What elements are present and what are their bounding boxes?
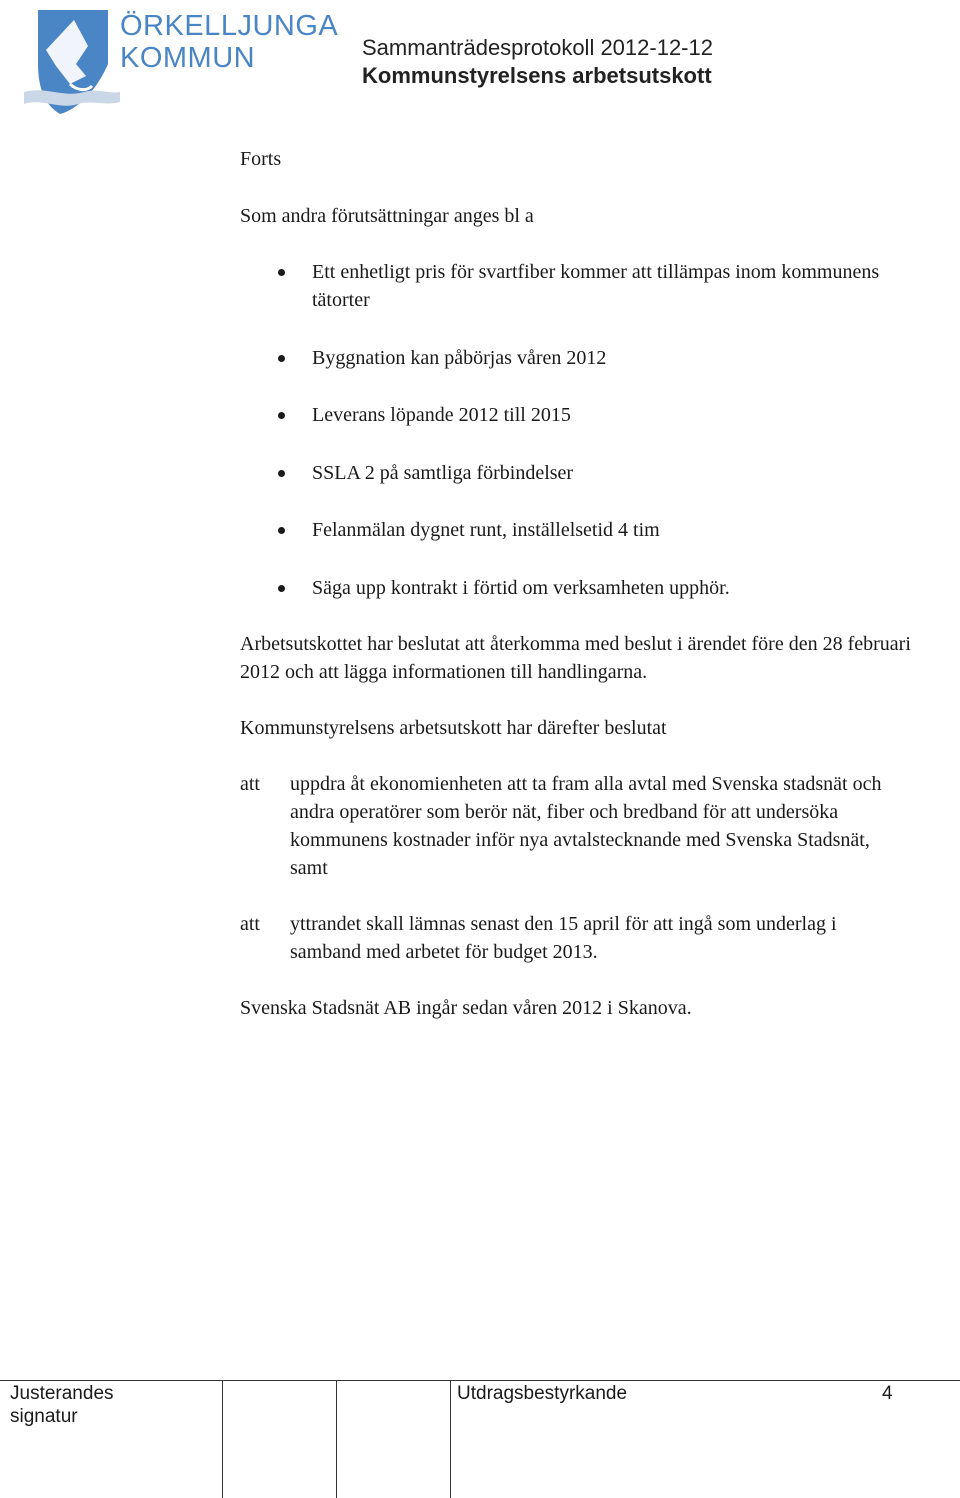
signature-footer [0,1380,960,1498]
logo-wordmark [120,10,338,74]
decision-label: att [240,913,260,935]
justerandes-label [10,1382,114,1428]
page-number: 4 [882,1383,893,1404]
justerandes-line-1: Justerandes [10,1383,114,1404]
decision-paragraph: Arbetsutskottet har beslutat att återkomma med beslut i ärendet före den 28 februari 2012 och att lägga informationen till handlingarna. [240,633,911,683]
continued-label: Forts [240,148,282,170]
list-item-text: Felanmälan dygnet runt, inställelsetid 4 tim [312,519,660,541]
bullet-icon [278,412,285,419]
list-item-text: Ett enhetligt pris för svartfiber kommer att tillämpas inom kommunens tätorter [312,261,880,311]
intro-text: Som andra förutsättningar anges bl a [240,205,534,227]
logo-line-2: KOMMUN [120,42,256,74]
list-item-text: Leverans löpande 2012 till 2015 [312,404,571,426]
bullet-icon [278,527,285,534]
decision-text: yttrandet skall lämnas senast den 15 april för att ingå som underlag i samband med arbetet för budget 2013. [290,913,837,963]
bullet-icon [278,585,285,592]
footer-cell-divider [450,1380,451,1498]
footer-cell-divider [336,1380,337,1498]
closing-note: Svenska Stadsnät AB ingår sedan våren 2012 i Skanova. [240,997,692,1019]
decision-label: att [240,773,260,795]
bullet-icon [278,355,285,362]
municipality-logo-icon [16,6,126,116]
committee-name: Kommunstyrelsens arbetsutskott [362,63,712,88]
protocol-title: Sammanträdesprotokoll 2012-12-12 [362,35,713,60]
justerandes-line-2: signatur [10,1406,78,1427]
list-item-text: Byggnation kan påbörjas våren 2012 [312,347,607,369]
bullet-icon [278,269,285,276]
bullet-icon [278,470,285,477]
footer-divider [0,1380,960,1381]
list-item-text: Säga upp kontrakt i förtid om verksamheten upphör. [312,577,730,599]
footer-cell-divider [222,1380,223,1498]
decision-text: uppdra åt ekonomienheten att ta fram alla avtal med Svenska stadsnät och andra operatörer som berör nät, fiber och bredband för att undersöka kommunens kostnader inför nya avtalstecknande med Svenska Stadsnät, samt [290,773,882,879]
list-item-text: SSLA 2 på samtliga förbindelser [312,462,574,484]
resolution-intro: Kommunstyrelsens arbetsutskott har därefter beslutat [240,717,667,739]
utdrag-label: Utdragsbestyrkande [457,1383,628,1404]
logo-line-1: ÖRKELLJUNGA [120,10,339,42]
document-header [362,34,713,90]
